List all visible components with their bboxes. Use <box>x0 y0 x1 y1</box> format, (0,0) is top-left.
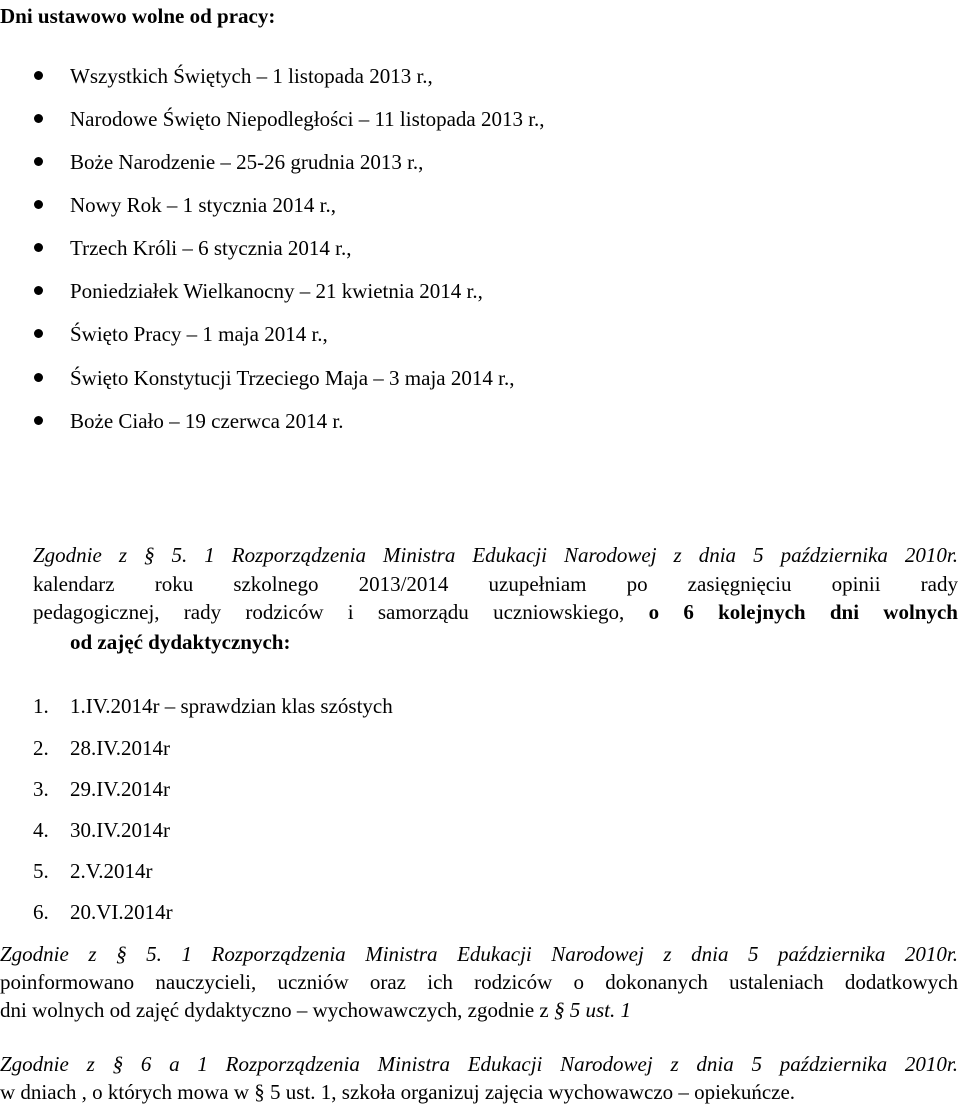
list-item: Nowy Rok – 1 stycznia 2014 r., <box>70 193 336 217</box>
heading: Dni ustawowo wolne od pracy: <box>0 4 276 28</box>
bullet-icon <box>34 373 43 382</box>
list-item: Boże Ciało – 19 czerwca 2014 r. <box>70 409 344 433</box>
bullet-icon <box>34 71 43 80</box>
list-item: Trzech Króli – 6 stycznia 2014 r., <box>70 236 352 260</box>
bullet-icon <box>34 114 43 123</box>
para3-line1: Zgodnie z § 6 a 1 Rozporządzenia Ministra Edukacji Narodowej z dnia 5 października 2010r. <box>0 1052 958 1076</box>
bullet-icon <box>34 200 43 209</box>
list-item: 6. 20.VI.2014r <box>33 900 173 924</box>
bullet-icon <box>34 243 43 252</box>
list-item: Święto Pracy – 1 maja 2014 r., <box>70 322 328 346</box>
section-sign: § <box>553 998 565 1022</box>
bullet-icon <box>34 157 43 166</box>
section-sign: § <box>144 543 155 567</box>
bullet-icon <box>34 286 43 295</box>
bullet-icon <box>34 329 43 338</box>
para1-line2: kalendarz roku szkolnego 2013/2014 uzupełniam po zasięgnięciu opinii rady <box>33 572 958 596</box>
list-item: Święto Konstytucji Trzeciego Maja – 3 maja 2014 r., <box>70 366 515 390</box>
list-item: 1. 1.IV.2014r – sprawdzian klas szóstych <box>33 694 393 718</box>
list-item: 5. 2.V.2014r <box>33 859 153 883</box>
para1-line4: od zajęć dydaktycznych: <box>70 630 291 654</box>
list-item: 3. 29.IV.2014r <box>33 777 170 801</box>
list-item: 2. 28.IV.2014r <box>33 736 170 760</box>
list-item: 4. 30.IV.2014r <box>33 818 170 842</box>
para3-line2: w dniach , o których mowa w § 5 ust. 1, szkoła organizuj zajęcia wychowawczo – opiekuńcze. <box>0 1080 796 1104</box>
list-item: Poniedziałek Wielkanocny – 21 kwietnia 2014 r., <box>70 279 483 303</box>
list-item: Narodowe Święto Niepodległości – 11 listopada 2013 r., <box>70 107 545 131</box>
section-sign: § <box>112 1052 124 1076</box>
list-item: Boże Narodzenie – 25-26 grudnia 2013 r., <box>70 150 424 174</box>
para2-line2: poinformowano nauczycieli, uczniów oraz ich rodziców o dokonanych ustaleniach dodatkowych <box>0 970 958 994</box>
section-sign: § <box>116 942 127 966</box>
para1-line3: pedagogicznej, rady rodziców i samorządu uczniowskiego, o 6 kolejnych dni wolnych <box>33 600 958 624</box>
bullet-icon <box>34 416 43 425</box>
list-item: Wszystkich Świętych – 1 listopada 2013 r., <box>70 64 433 88</box>
para1-line1: Zgodnie z § 5. 1 Rozporządzenia Ministra Edukacji Narodowej z dnia 5 października 2010r. <box>33 543 959 567</box>
para2-line1: Zgodnie z § 5. 1 Rozporządzenia Ministra Edukacji Narodowej z dnia 5 października 2010r. <box>0 942 958 966</box>
para2-line3: dni wolnych od zajęć dydaktyczno – wychowawczych, zgodnie z § 5 ust. 1 <box>0 998 631 1022</box>
